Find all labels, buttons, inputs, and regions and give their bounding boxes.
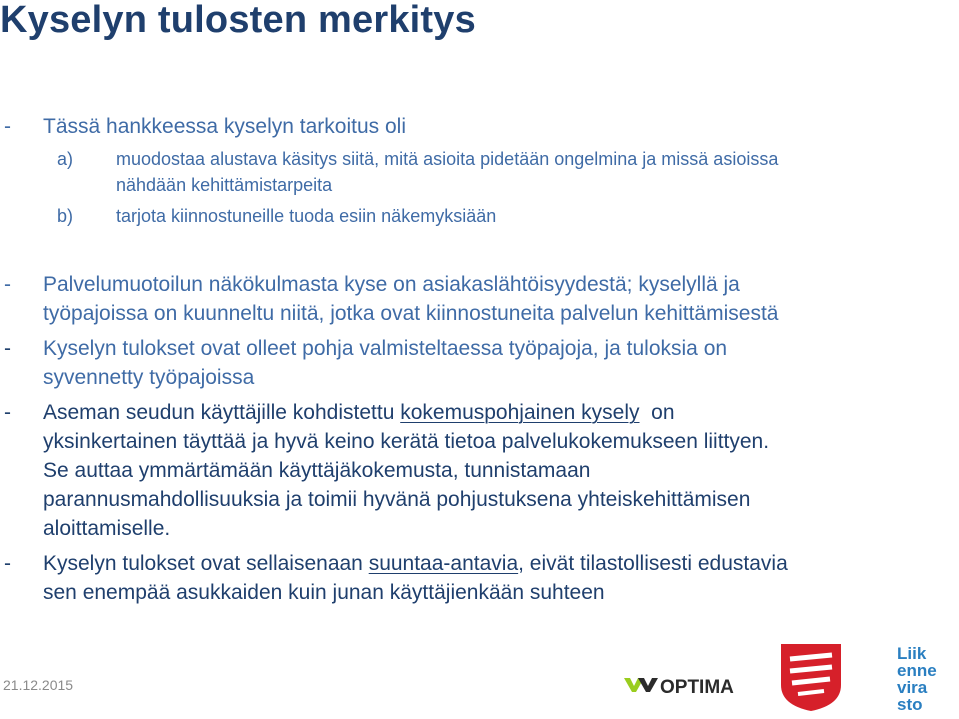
bullet-line: sen enempää asukkaiden kuin junan käyttäjienkään suhteen [43, 581, 605, 604]
optima-logo [624, 672, 754, 700]
bullet-line: Kyselyn tulokset ovat olleet pohja valmisteltaessa työpajoja, ja tuloksia on [43, 337, 728, 360]
bullet-line: Palvelumuotoilun näkökulmasta kyse on asiakaslähtöisyydestä; kyselyllä ja [43, 273, 740, 296]
municipal-coat-of-arms [778, 641, 844, 713]
lv-logo-line: sto [897, 695, 923, 714]
bullet-text: on [639, 401, 675, 424]
bullet-text: Aseman seudun käyttäjille kohdistettu [43, 401, 401, 424]
kokemuspohjainen-kysely-link[interactable]: kokemuspohjainen kysely [400, 401, 640, 424]
bullet-line: parannusmahdollisuuksia ja toimii hyvänä pohjustuksena yhteiskehittämisen [43, 488, 751, 511]
list-marker-b: b) [57, 206, 74, 226]
bullet-dash: - [4, 337, 11, 360]
suuntaa-antavia-link[interactable]: suuntaa-antavia [368, 552, 519, 575]
bullet-text: , eivät tilastollisesti edustavia [518, 552, 788, 575]
bullet-line [43, 399, 675, 426]
liikennevirasto-logo [896, 642, 958, 714]
footer-date: 21.12.2015 [3, 677, 74, 693]
optima-logo-text: OPTIMA [660, 677, 734, 698]
list-item-a-line1: muodostaa alustava käsitys siitä, mitä asioita pidetään ongelmina ja missä asioissa [116, 149, 779, 169]
lv-logo-line: vira [897, 678, 928, 697]
bullet-dash: - [4, 115, 11, 138]
list-marker-a: a) [57, 149, 74, 169]
bullet-line: aloittamiselle. [43, 517, 171, 540]
bullet-line [43, 550, 788, 577]
bullet-line: Se auttaa ymmärtämään käyttäjäkokemusta, tunnistamaan [43, 459, 591, 482]
bullet-dash: - [4, 273, 11, 296]
intro-text: Tässä hankkeessa kyselyn tarkoitus oli [43, 115, 406, 138]
lv-logo-line: Liik [897, 644, 927, 663]
list-item-b-line1: tarjota kiinnostuneille tuoda esiin näkemyksiään [116, 206, 497, 226]
bullet-line: työpajoissa on kuunneltu niitä, jotka ovat kiinnostuneita palvelun kehittämisestä [43, 302, 779, 325]
bullet-line: syvennetty työpajoissa [43, 366, 255, 389]
bullet-dash: - [4, 401, 11, 424]
list-item-a-line2: nähdään kehittämistarpeita [116, 175, 333, 195]
lv-logo-line: enne [897, 661, 937, 680]
bullet-text: Kyselyn tulokset ovat sellaisenaan [43, 552, 369, 575]
page-title: Kyselyn tulosten merkitys [0, 0, 476, 41]
bullet-dash: - [4, 552, 11, 575]
optima-y-mark [638, 678, 658, 692]
bullet-line: yksinkertainen täyttää ja hyvä keino kerätä tietoa palvelukokemukseen liittyen. [43, 430, 770, 453]
